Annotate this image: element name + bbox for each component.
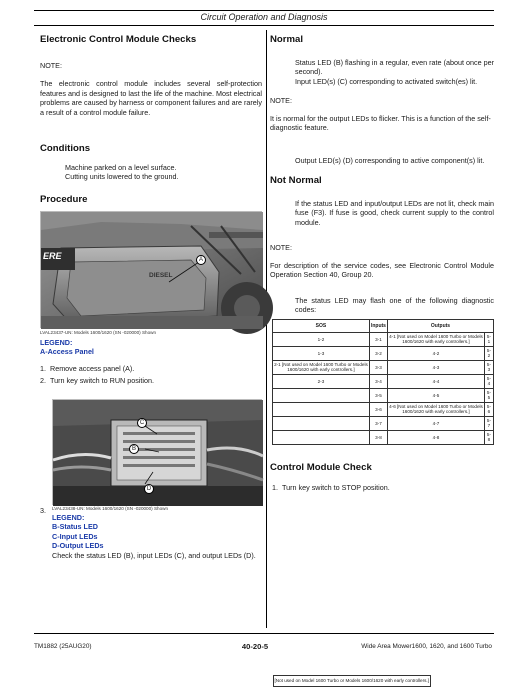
step-number: 1. — [272, 483, 278, 493]
table-cell — [273, 388, 370, 402]
table-cell: 5-1 — [484, 332, 493, 346]
step-number: 1. — [40, 363, 46, 373]
condition-item: Cutting units lowered to the ground. — [65, 172, 179, 182]
table-cell: 4-1 [Not used on Model 1600 Turbo or Models 1600/1620 with early controllers.] — [389, 333, 483, 345]
table-cell — [273, 416, 370, 430]
note-text: It is normal for the output LEDs to flicker. This is a function of the self-diagnostic feature. — [270, 113, 491, 133]
callout-b: B — [129, 444, 139, 454]
callout-d: D — [144, 484, 154, 494]
control-module-check-heading: Control Module Check — [270, 461, 372, 473]
callout-c: C — [137, 418, 147, 428]
conditions-list — [40, 163, 262, 182]
figure-2-legend-title: LEGEND: — [52, 512, 85, 522]
table-row — [273, 388, 494, 402]
table-cell: 4-7 — [388, 416, 485, 430]
step-text: Turn key switch to STOP position. — [282, 483, 390, 493]
step-number: 2. — [40, 376, 46, 386]
table-row — [273, 346, 494, 360]
footer-doc-id: TM1882 (25AUG20) — [34, 643, 92, 650]
access-panel-illustration — [41, 212, 263, 329]
table-cell: 3-4 — [369, 374, 387, 388]
procedure-step — [40, 364, 262, 374]
figure-1-caption: LVAL23437-UN: Models 1600/1620 (SN -020000) Shown — [40, 330, 157, 336]
table-cell: 5-2 — [484, 346, 493, 360]
table-cell: 3-3 — [369, 360, 387, 374]
normal-item: Output LED(s) (D) corresponding to active component(s) lit. — [295, 155, 485, 165]
procedure-heading: Procedure — [40, 193, 88, 205]
figure-2-legend — [50, 506, 262, 561]
page-header-title: Circuit Operation and Diagnosis — [200, 12, 328, 22]
legend-item-access-panel: A-Access Panel — [40, 347, 94, 357]
table-cell: 3-5 — [369, 388, 387, 402]
table-cell: 5-7 — [484, 416, 493, 430]
sos-intro: The status LED may flash one of the following diagnostic codes: — [295, 295, 494, 315]
column-header: SOS — [273, 319, 370, 332]
header-top-rule — [34, 10, 494, 11]
table-footnote-row — [273, 444, 494, 445]
table-cell: 5-4 — [484, 374, 493, 388]
condition-item: Machine parked on a level surface. — [65, 162, 177, 172]
control-module-photo — [52, 399, 262, 505]
procedure-step — [270, 483, 494, 493]
table-row — [273, 416, 494, 430]
table-row — [273, 402, 494, 416]
step-3-block — [40, 506, 262, 561]
table-cell: 4-6 [Not used on Model 1600 Turbo or Models 1600/1620 with early controllers.] — [389, 403, 483, 415]
footer-model: Wide Area Mower1600, 1620, and 1600 Turbo — [361, 643, 492, 650]
legend-item-input-leds: C-Input LEDs — [52, 531, 98, 541]
table-cell: 3-1 — [369, 332, 387, 346]
table-row — [273, 430, 494, 444]
table-cell: 5-5 — [484, 388, 493, 402]
normal-item: Status LED (B) flashing in a regular, even rate (about once per second). — [295, 57, 494, 77]
table-cell: 1-2 — [273, 332, 370, 346]
normal-item: Input LED(s) (C) corresponding to activated switch(es) lit. — [295, 76, 478, 86]
table-header-row — [273, 319, 494, 332]
figure-2-caption: LVAL23438-UN: Models 1600/1620 (SN -020000) Shown — [52, 505, 169, 511]
diesel-decal: DIESEL — [149, 272, 173, 280]
callout-a: A — [196, 255, 206, 265]
left-column — [40, 32, 262, 560]
table-cell: 2-3 — [273, 374, 370, 388]
step-text: Remove access panel (A). — [50, 363, 135, 373]
brand-lettering: ERE — [43, 251, 62, 262]
table-footnote: [Not used on Model 1600 Turbo or Models 1600/1620 with early controllers.] — [273, 675, 432, 687]
table-cell: 5-8 — [484, 430, 493, 444]
table-cell: 3-2 — [369, 346, 387, 360]
table-cell — [273, 402, 370, 416]
note-label: NOTE: — [40, 60, 62, 70]
header-bottom-rule — [34, 25, 494, 26]
table-cell: 4-2 — [388, 346, 485, 360]
legend-item-status-led: B-Status LED — [52, 522, 98, 532]
table-cell: 3-6 — [369, 402, 387, 416]
control-module-illustration — [53, 400, 263, 506]
note-text: The electronic control module includes several self-protection features and is designed to last the life of the machine. Most electrical problems are caused by harness or component failures and are rarely a result of a control module failure. — [40, 79, 262, 117]
step-text: Turn key switch to RUN position. — [50, 376, 154, 386]
table-row — [273, 332, 494, 346]
page-number: 40-20-5 — [241, 642, 269, 651]
legend-item-output-leds: D-Output LEDs — [52, 541, 104, 551]
table-row — [273, 360, 494, 374]
procedure-step — [40, 376, 262, 386]
footer-rule — [34, 633, 494, 634]
table-cell: 5-3 — [484, 360, 493, 374]
column-divider — [266, 30, 267, 628]
step-text: Check the status LED (B), input LEDs (C), and output LEDs (D). — [52, 550, 256, 560]
table-row — [273, 374, 494, 388]
table-cell: 5-6 — [484, 402, 493, 416]
table-cell: 4-5 — [388, 388, 485, 402]
step-number: 3. — [40, 505, 46, 515]
access-panel-photo — [40, 211, 262, 328]
column-header: Inputs — [369, 319, 387, 332]
note-label: NOTE: — [270, 96, 292, 106]
table-cell: 2-1 [Not used on Model 1600 Turbo or Models 1600/1620 with early controllers.] — [274, 361, 368, 373]
table-cell: 3-8 — [369, 430, 387, 444]
column-header: Outputs — [388, 319, 494, 332]
table-cell: 4-8 — [388, 430, 485, 444]
ecm-checks-heading: Electronic Control Module Checks — [40, 34, 197, 45]
table-cell: 1-3 — [273, 346, 370, 360]
note-text: For description of the service codes, see Electronic Control Module Operation Section 40, Group 20. — [270, 260, 494, 280]
not-normal-heading: Not Normal — [270, 175, 322, 187]
normal-heading: Normal — [270, 34, 304, 45]
table-cell: 3-7 — [369, 416, 387, 430]
note-label: NOTE: — [270, 243, 292, 253]
figure-1-legend-title: LEGEND: — [40, 337, 73, 347]
conditions-heading: Conditions — [40, 143, 91, 155]
table-cell — [273, 430, 370, 444]
not-normal-text: If the status LED and input/output LEDs are not lit, check main fuse (F3). If fuse is good, check current supply to the control module. — [295, 198, 494, 227]
table-cell: 4-3 — [388, 360, 485, 374]
table-cell: 4-4 — [388, 374, 485, 388]
